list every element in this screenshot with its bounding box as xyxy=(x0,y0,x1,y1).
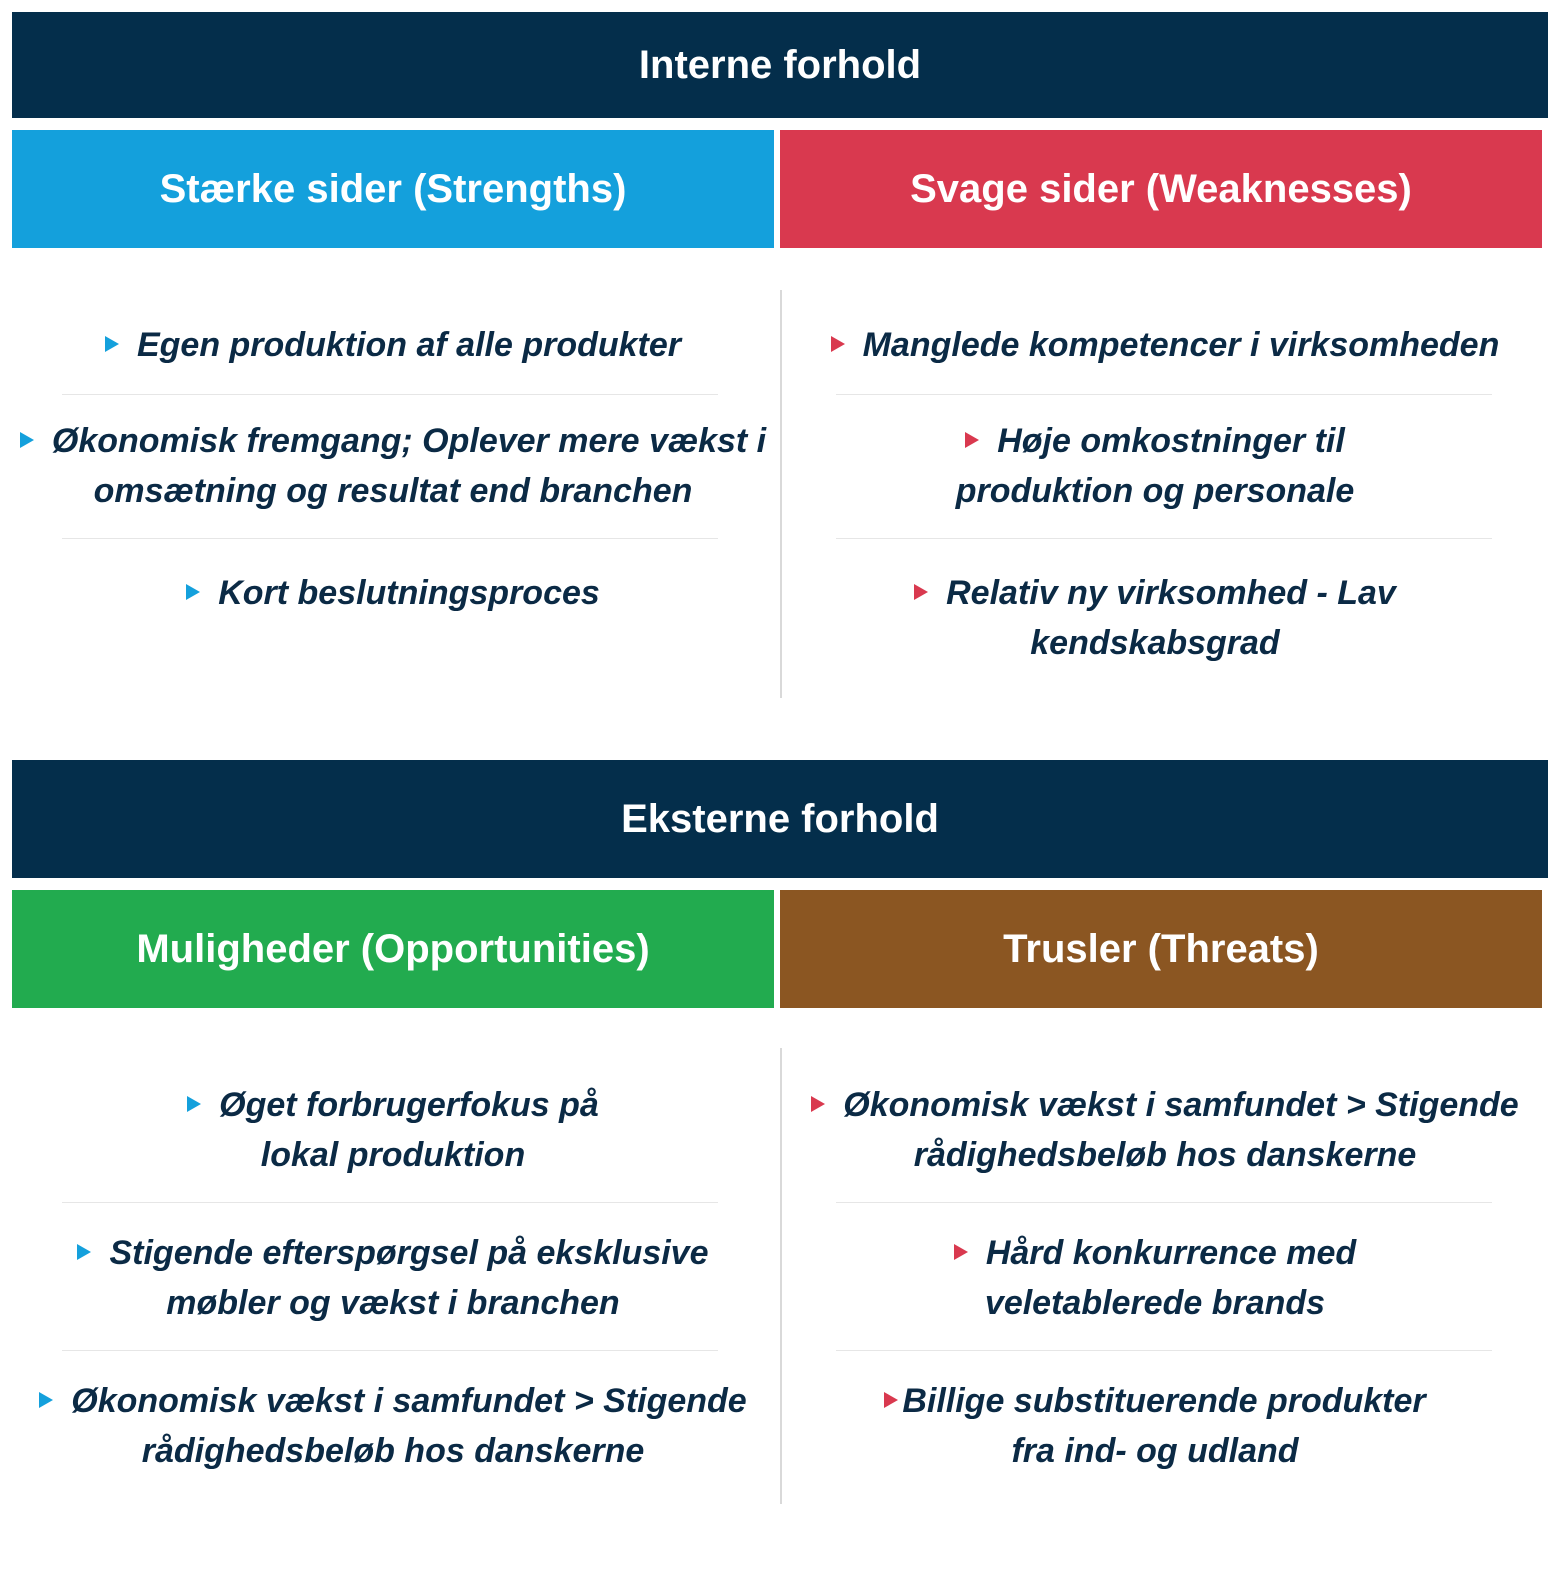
strength-separator-2 xyxy=(62,538,718,539)
threat-separator-2 xyxy=(836,1350,1492,1351)
opportunities-header: Muligheder (Opportunities) xyxy=(12,890,774,1008)
triangle-right-icon xyxy=(884,1392,898,1408)
triangle-right-icon xyxy=(954,1244,968,1260)
weakness-separator-1 xyxy=(836,394,1492,395)
weakness-item-1: Manglede kompetencer i virksomheden xyxy=(782,318,1548,372)
strength-item-3: Kort beslutningsproces xyxy=(12,566,774,620)
weaknesses-header: Svage sider (Weaknesses) xyxy=(780,130,1542,248)
strength-separator-1 xyxy=(62,394,718,395)
opportunity-item-3: Økonomisk vækst i samfundet > Stigende rådighedsbeløb hos danskerne xyxy=(12,1374,774,1478)
threat-item-3: Billige substituerende produkter fra ind- og udland xyxy=(800,1374,1510,1478)
triangle-right-icon xyxy=(39,1392,53,1408)
opportunity-separator-2 xyxy=(62,1350,718,1351)
weakness-item-2: Høje omkostninger til produktion og personale xyxy=(955,422,1355,510)
triangle-right-icon xyxy=(187,1096,201,1112)
threats-header: Trusler (Threats) xyxy=(780,890,1542,1008)
strength-item-1: Egen produktion af alle produkter xyxy=(12,318,774,372)
opportunity-item-1: Øget forbrugerfokus på lokal produktion xyxy=(40,1078,746,1182)
opportunity-separator-1 xyxy=(62,1202,718,1203)
strength-item-2: Økonomisk fremgang; Oplever mere vækst i omsætning og resultat end branchen xyxy=(12,414,774,518)
triangle-right-icon xyxy=(831,336,845,352)
threat-item-2: Hård konkurrence med veletablerede brands xyxy=(800,1226,1510,1330)
weakness-separator-2 xyxy=(836,538,1492,539)
external-header: Eksterne forhold xyxy=(12,760,1548,878)
triangle-right-icon xyxy=(105,336,119,352)
internal-header: Interne forhold xyxy=(12,12,1548,118)
threat-item-1: Økonomisk vækst i samfundet > Stigende rådighedsbeløb hos danskerne xyxy=(782,1078,1548,1182)
triangle-right-icon xyxy=(965,432,979,448)
threat-separator-1 xyxy=(836,1202,1492,1203)
opportunity-item-2: Stigende efterspørgsel på eksklusive møbler og vækst i branchen xyxy=(12,1226,774,1330)
triangle-right-icon xyxy=(914,584,928,600)
triangle-right-icon xyxy=(811,1096,825,1112)
weakness-item-3: Relativ ny virksomhed - Lav kendskabsgrad xyxy=(800,566,1510,670)
triangle-right-icon xyxy=(20,432,34,448)
triangle-right-icon xyxy=(77,1244,91,1260)
triangle-right-icon xyxy=(186,584,200,600)
strengths-header: Stærke sider (Strengths) xyxy=(12,130,774,248)
